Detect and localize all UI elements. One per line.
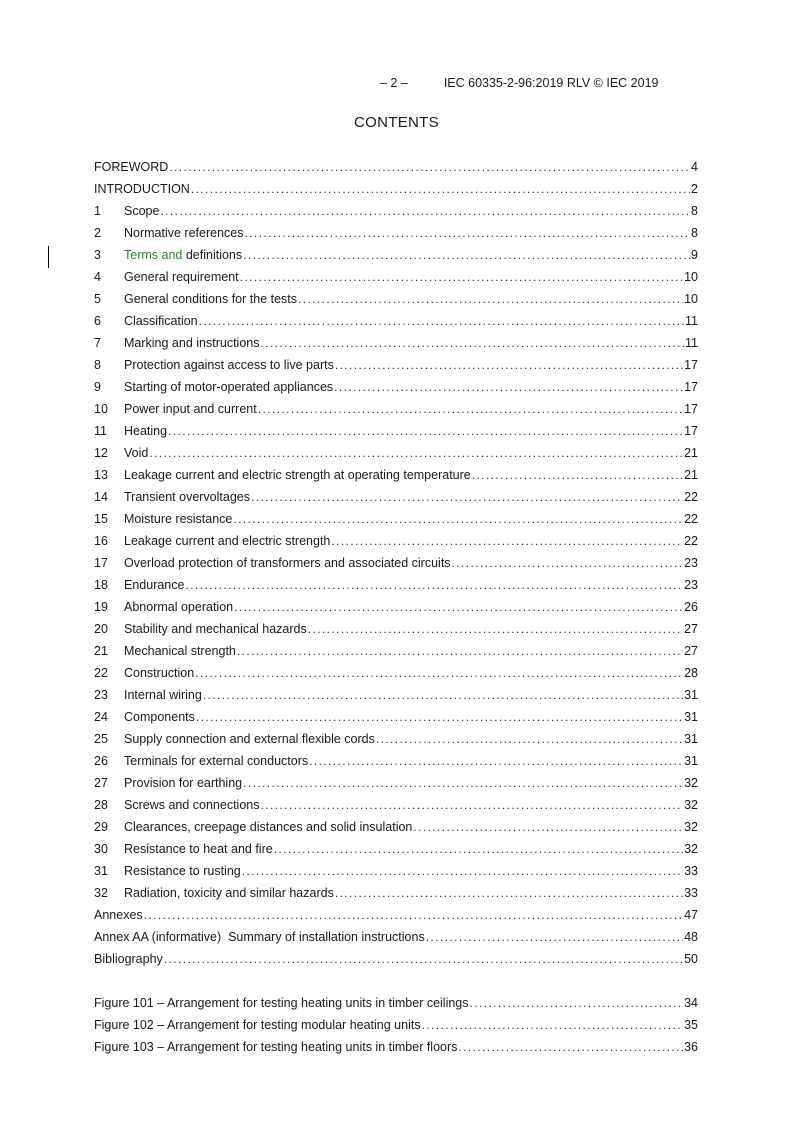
dot-leader [426,926,683,948]
dot-leader [472,464,683,486]
standard-reference: IEC 60335-2-96:2019 RLV © IEC 2019 [443,76,659,90]
toc-entry[interactable] [94,662,698,684]
toc-entry-number: 26 [94,754,108,768]
toc-entry-page: 32 [684,798,698,812]
toc-entry-page: 31 [684,754,698,768]
toc-figures [94,992,698,1058]
toc-entry[interactable] [94,596,698,618]
toc-entry-label: Starting of motor-operated appliances [124,380,334,394]
toc-back-matter [94,904,698,970]
toc-entry[interactable] [94,222,698,244]
toc-entry-page: 28 [684,666,698,680]
toc-entry-label: Supply connection and external flexible cords [124,732,375,746]
toc-entry-page: 2 [691,182,698,196]
toc-entry-number: 32 [94,886,108,900]
toc-entry-page: 34 [684,996,698,1010]
toc-entry-number: 9 [94,380,101,394]
toc-entry[interactable] [94,750,698,772]
toc-entry-label: Moisture resistance [124,512,233,526]
dot-leader [195,662,683,684]
toc-entry-number: 24 [94,710,108,724]
toc-entry-number: 27 [94,776,108,790]
toc-entry-page: 22 [684,534,698,548]
toc-entry[interactable] [94,464,698,486]
toc-entry-label: Annex AA (informative) Summary of installation instructions [94,930,425,944]
dot-leader [274,838,683,860]
toc-entry-page: 17 [684,402,698,416]
dot-leader [233,508,683,530]
toc-entry[interactable] [94,816,698,838]
toc-entry-page: 11 [685,314,698,328]
dot-leader [261,794,684,816]
dot-leader [242,860,683,882]
toc-entry-label: Bibliography [94,952,163,966]
toc-entry-label-rest: definitions [182,248,243,262]
dot-leader [331,530,683,552]
toc-entry-label-modified: Terms and [124,248,183,262]
dot-leader [308,618,683,640]
toc-entry[interactable] [94,288,698,310]
toc-entry-page: 8 [691,204,698,218]
toc-entry-page: 36 [684,1040,698,1054]
dot-leader [240,266,683,288]
toc-entry[interactable] [94,552,698,574]
toc-entry-label: Transient overvoltages [124,490,250,504]
toc-entry-page: 32 [684,820,698,834]
toc-entry-number: 8 [94,358,101,372]
toc-entry-label: Leakage current and electric strength [124,534,331,548]
toc-entry-page: 22 [684,512,698,526]
toc-entry[interactable] [94,156,698,178]
toc-entry-page: 32 [684,842,698,856]
toc-entry-page: 10 [684,270,698,284]
page-number: – 2 – [380,76,408,90]
dot-leader [243,772,683,794]
dot-leader [243,244,690,266]
toc-entry-number: 6 [94,314,101,328]
dot-leader [335,354,683,376]
toc-entry-label: Overload protection of transformers and associated circuits [124,556,451,570]
dot-leader [144,904,683,926]
toc-entry-page: 27 [684,622,698,636]
page-header [380,76,658,90]
toc-entry-number: 29 [94,820,108,834]
toc-entry[interactable] [94,706,698,728]
dot-leader [422,1014,684,1036]
toc-entry-number: 12 [94,446,108,460]
toc-entry-label: Mechanical strength [124,644,236,658]
toc-entry-label: Construction [124,666,195,680]
toc-entry-number: 19 [94,600,108,614]
toc-entry-page: 48 [684,930,698,944]
toc-entry-page: 23 [684,556,698,570]
toc-entry-page: 17 [684,380,698,394]
toc-entry-number: 14 [94,490,108,504]
toc-entry-label: General requirement [124,270,239,284]
toc-entry[interactable] [94,508,698,530]
toc-entry-page: 8 [691,226,698,240]
toc-entry[interactable] [94,376,698,398]
toc-entry[interactable] [94,1036,698,1058]
toc-entry-page: 22 [684,490,698,504]
toc-entry-label: FOREWORD [94,160,169,174]
toc-entry-label: Heating [124,424,168,438]
toc-entry-number: 7 [94,336,101,350]
toc-entry-label: Provision for earthing [124,776,243,790]
toc-entry-number: 5 [94,292,101,306]
dot-leader [260,332,684,354]
dot-leader [245,222,691,244]
toc-entry-label: Resistance to heat and fire [124,842,273,856]
toc-entry-page: 27 [684,644,698,658]
toc-entry-page: 31 [684,710,698,724]
dot-leader [413,816,683,838]
toc-entry-page: 9 [691,248,698,262]
dot-leader [185,574,683,596]
toc-entry[interactable] [94,926,698,948]
toc-entry-number: 13 [94,468,108,482]
dot-leader [234,596,683,618]
toc-entry-number: 25 [94,732,108,746]
toc-entry-label: Protection against access to live parts [124,358,334,372]
toc-entry-page: 11 [685,336,698,350]
dot-leader [160,200,690,222]
toc-entry-label: Abnormal operation [124,600,234,614]
toc-entry-label: Figure 103 – Arrangement for testing heating units in timber floors [94,1040,458,1054]
toc-entry[interactable] [94,1014,698,1036]
toc-entry-page: 21 [684,468,698,482]
dot-leader [251,486,683,508]
toc-entry-label: Power input and current [124,402,257,416]
toc-entry-number: 3 [94,248,101,262]
dot-leader [376,728,683,750]
toc-entry[interactable] [94,332,698,354]
toc-entry[interactable] [94,838,698,860]
toc-entry[interactable] [94,244,698,266]
toc-entry-label [124,244,242,266]
dot-leader [164,948,683,970]
toc-entry[interactable] [94,948,698,970]
dot-leader [168,420,683,442]
toc-entry-page: 4 [691,160,698,174]
toc-entry[interactable] [94,442,698,464]
toc-entry-number: 31 [94,864,108,878]
toc-entry-number: 28 [94,798,108,812]
toc-entry[interactable] [94,178,698,200]
toc-entry-label: Marking and instructions [124,336,260,350]
toc-entry-page: 32 [684,776,698,790]
dot-leader [258,398,683,420]
toc-front-matter [94,156,698,200]
toc-entry-label: Terminals for external conductors [124,754,309,768]
change-bar [48,246,49,268]
toc-entry-page: 47 [684,908,698,922]
toc-entry-number: 4 [94,270,101,284]
dot-leader [309,750,683,772]
toc-entry-page: 31 [684,688,698,702]
toc-entry-number: 18 [94,578,108,592]
toc-entry[interactable] [94,772,698,794]
toc-entry-label: Stability and mechanical hazards [124,622,307,636]
toc-entry[interactable] [94,860,698,882]
toc-entry[interactable] [94,420,698,442]
toc-entry-page: 17 [684,358,698,372]
toc-entry[interactable] [94,904,698,926]
toc-entry-page: 35 [684,1018,698,1032]
toc-entry[interactable] [94,882,698,904]
toc-entry-number: 23 [94,688,108,702]
toc-entry-number: 15 [94,512,108,526]
toc-entry-label: Endurance [124,578,185,592]
table-of-contents [94,156,698,1058]
toc-entry[interactable] [94,310,698,332]
toc-entry[interactable] [94,618,698,640]
toc-entry-page: 26 [684,600,698,614]
dot-leader [335,882,683,904]
toc-entry[interactable] [94,486,698,508]
toc-entry[interactable] [94,992,698,1014]
toc-entry[interactable] [94,640,698,662]
toc-entry-number: 17 [94,556,108,570]
toc-entry-number: 22 [94,666,108,680]
dot-leader [203,684,683,706]
toc-entry-number: 1 [94,204,101,218]
toc-entry-label: Screws and connections [124,798,260,812]
toc-entry-page: 33 [684,886,698,900]
toc-entry[interactable] [94,574,698,596]
dot-leader [149,442,683,464]
toc-entry[interactable] [94,398,698,420]
toc-entry-label: Leakage current and electric strength at operating temperature [124,468,471,482]
contents-title: CONTENTS [354,114,439,131]
toc-entry-label: Void [124,446,149,460]
toc-entry[interactable] [94,354,698,376]
toc-entry-label: Scope [124,204,160,218]
dot-leader [237,640,683,662]
dot-leader [199,310,684,332]
toc-entry[interactable] [94,200,698,222]
dot-leader [458,1036,683,1058]
toc-entry-label: Normative references [124,226,244,240]
toc-entry-label: Components [124,710,195,724]
toc-entry-label: Classification [124,314,198,328]
toc-entry[interactable] [94,684,698,706]
dot-leader [169,156,690,178]
toc-entry-number: 30 [94,842,108,856]
dot-leader [334,376,683,398]
dot-leader [298,288,683,310]
toc-entry-label: Internal wiring [124,688,202,702]
dot-leader [196,706,683,728]
toc-entry-label: Resistance to rusting [124,864,241,878]
toc-entry-number: 20 [94,622,108,636]
toc-entry[interactable] [94,530,698,552]
dot-leader [452,552,684,574]
toc-entry-page: 31 [684,732,698,746]
toc-entry-label: Clearances, creepage distances and solid insulation [124,820,413,834]
toc-entry-number: 11 [94,424,107,438]
toc-entry-label: Radiation, toxicity and similar hazards [124,886,334,900]
toc-entry-page: 50 [684,952,698,966]
toc-entry-page: 23 [684,578,698,592]
toc-entry-number: 21 [94,644,108,658]
toc-entry-number: 10 [94,402,108,416]
dot-leader [470,992,684,1014]
toc-entry-label: General conditions for the tests [124,292,298,306]
toc-entry-label: Figure 102 – Arrangement for testing modular heating units [94,1018,421,1032]
dot-leader [191,178,690,200]
toc-entry-page: 10 [684,292,698,306]
toc-clauses [94,200,698,904]
toc-entry-label: Figure 101 – Arrangement for testing heating units in timber ceilings [94,996,469,1010]
toc-entry-page: 33 [684,864,698,878]
toc-entry-page: 17 [684,424,698,438]
toc-entry-label: INTRODUCTION [94,182,190,196]
toc-entry-page: 21 [684,446,698,460]
toc-entry[interactable] [94,266,698,288]
toc-entry-number: 16 [94,534,108,548]
toc-entry[interactable] [94,728,698,750]
toc-entry-number: 2 [94,226,101,240]
toc-entry[interactable] [94,794,698,816]
toc-entry-label: Annexes [94,908,143,922]
